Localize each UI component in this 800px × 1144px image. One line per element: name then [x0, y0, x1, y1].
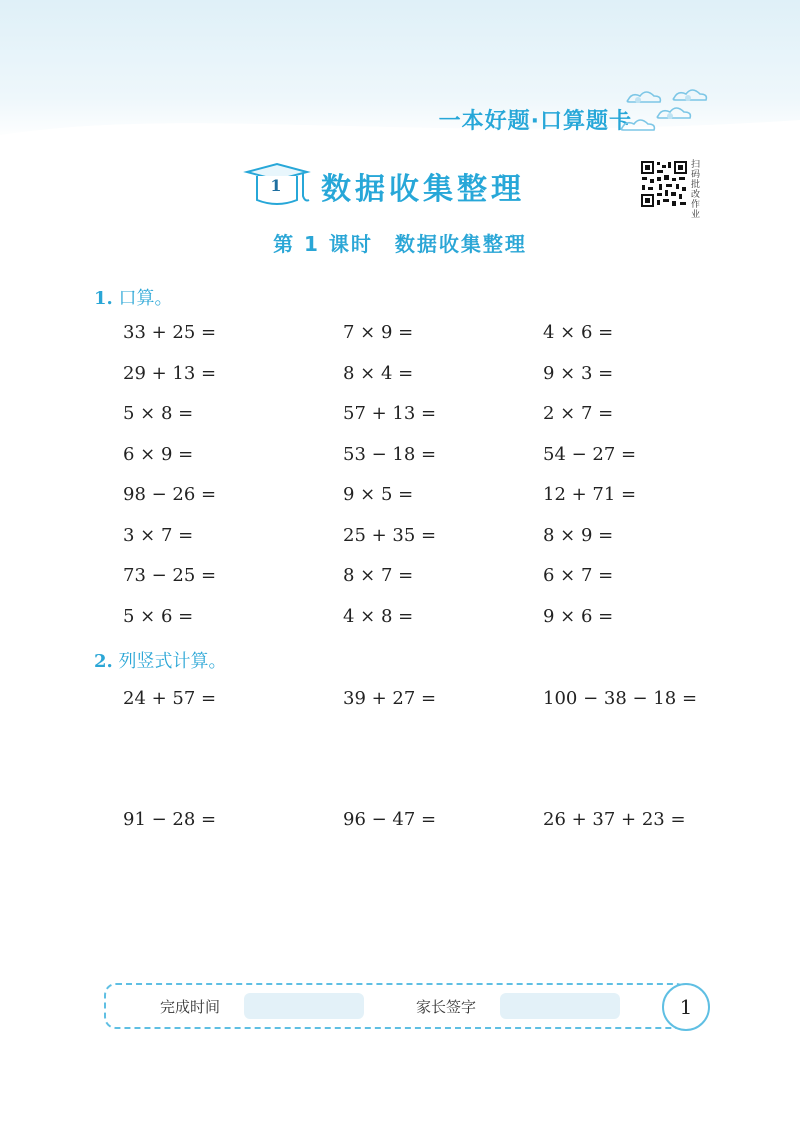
completion-time-field[interactable]	[244, 993, 364, 1019]
problem-row	[0, 606, 800, 636]
problem: 5 × 8 =	[123, 403, 194, 424]
section-1-number: 1.	[94, 288, 113, 309]
problem: 73 − 25 =	[123, 565, 217, 586]
parent-signature-field[interactable]	[500, 993, 620, 1019]
problem: 25 + 35 =	[343, 525, 437, 546]
problem: 54 − 27 =	[543, 444, 637, 465]
lesson-title: 第 1 课时 数据收集整理	[273, 232, 527, 256]
problem: 4 × 6 =	[543, 322, 614, 343]
problem: 4 × 8 =	[343, 606, 414, 627]
problem: 100 − 38 − 18 =	[543, 688, 698, 709]
problem: 33 + 25 =	[123, 322, 217, 343]
problem: 9 × 5 =	[343, 484, 414, 505]
problem: 5 × 6 =	[123, 606, 194, 627]
qr-caption: 扫码批改作业	[691, 160, 701, 220]
completion-time-label: 完成时间	[160, 998, 221, 1016]
problem-row	[0, 403, 800, 433]
problem: 7 × 9 =	[343, 322, 414, 343]
chapter-title: 数据收集整理	[321, 172, 525, 207]
problem-row	[0, 363, 800, 393]
problem: 24 + 57 =	[123, 688, 217, 709]
section-1-title: 口算。	[118, 288, 173, 309]
problem: 57 + 13 =	[343, 403, 437, 424]
problem-row	[0, 565, 800, 595]
problem: 26 + 37 + 23 =	[543, 809, 686, 830]
problem: 8 × 9 =	[543, 525, 614, 546]
problem: 96 − 47 =	[343, 809, 437, 830]
problem-row	[0, 809, 800, 839]
problem: 8 × 4 =	[343, 363, 414, 384]
problem: 9 × 3 =	[543, 363, 614, 384]
problem: 53 − 18 =	[343, 444, 437, 465]
brand-title: 一本好题·口算题卡	[438, 109, 632, 134]
page-number: 1	[662, 983, 710, 1031]
section-1-heading	[94, 284, 173, 310]
problem-row	[0, 484, 800, 514]
section-2-title: 列竖式计算。	[118, 651, 227, 672]
chapter-number: 1	[270, 176, 282, 195]
clouds-icon	[618, 78, 708, 138]
problem-row	[0, 688, 800, 718]
problem-row	[0, 525, 800, 555]
problem: 6 × 9 =	[123, 444, 194, 465]
problem: 29 + 13 =	[123, 363, 217, 384]
problem: 3 × 7 =	[123, 525, 194, 546]
problem: 6 × 7 =	[543, 565, 614, 586]
problem: 2 × 7 =	[543, 403, 614, 424]
problem: 98 − 26 =	[123, 484, 217, 505]
problem: 8 × 7 =	[343, 565, 414, 586]
section-2-number: 2.	[94, 651, 113, 672]
problem: 91 − 28 =	[123, 809, 217, 830]
problem: 39 + 27 =	[343, 688, 437, 709]
chapter-heading	[243, 160, 583, 210]
problem: 12 + 71 =	[543, 484, 637, 505]
problem-row	[0, 322, 800, 352]
qr-code-icon[interactable]	[640, 160, 688, 208]
problem-row	[0, 444, 800, 474]
problem: 9 × 6 =	[543, 606, 614, 627]
parent-signature-label: 家长签字	[416, 998, 477, 1016]
section-2-heading	[94, 647, 227, 673]
